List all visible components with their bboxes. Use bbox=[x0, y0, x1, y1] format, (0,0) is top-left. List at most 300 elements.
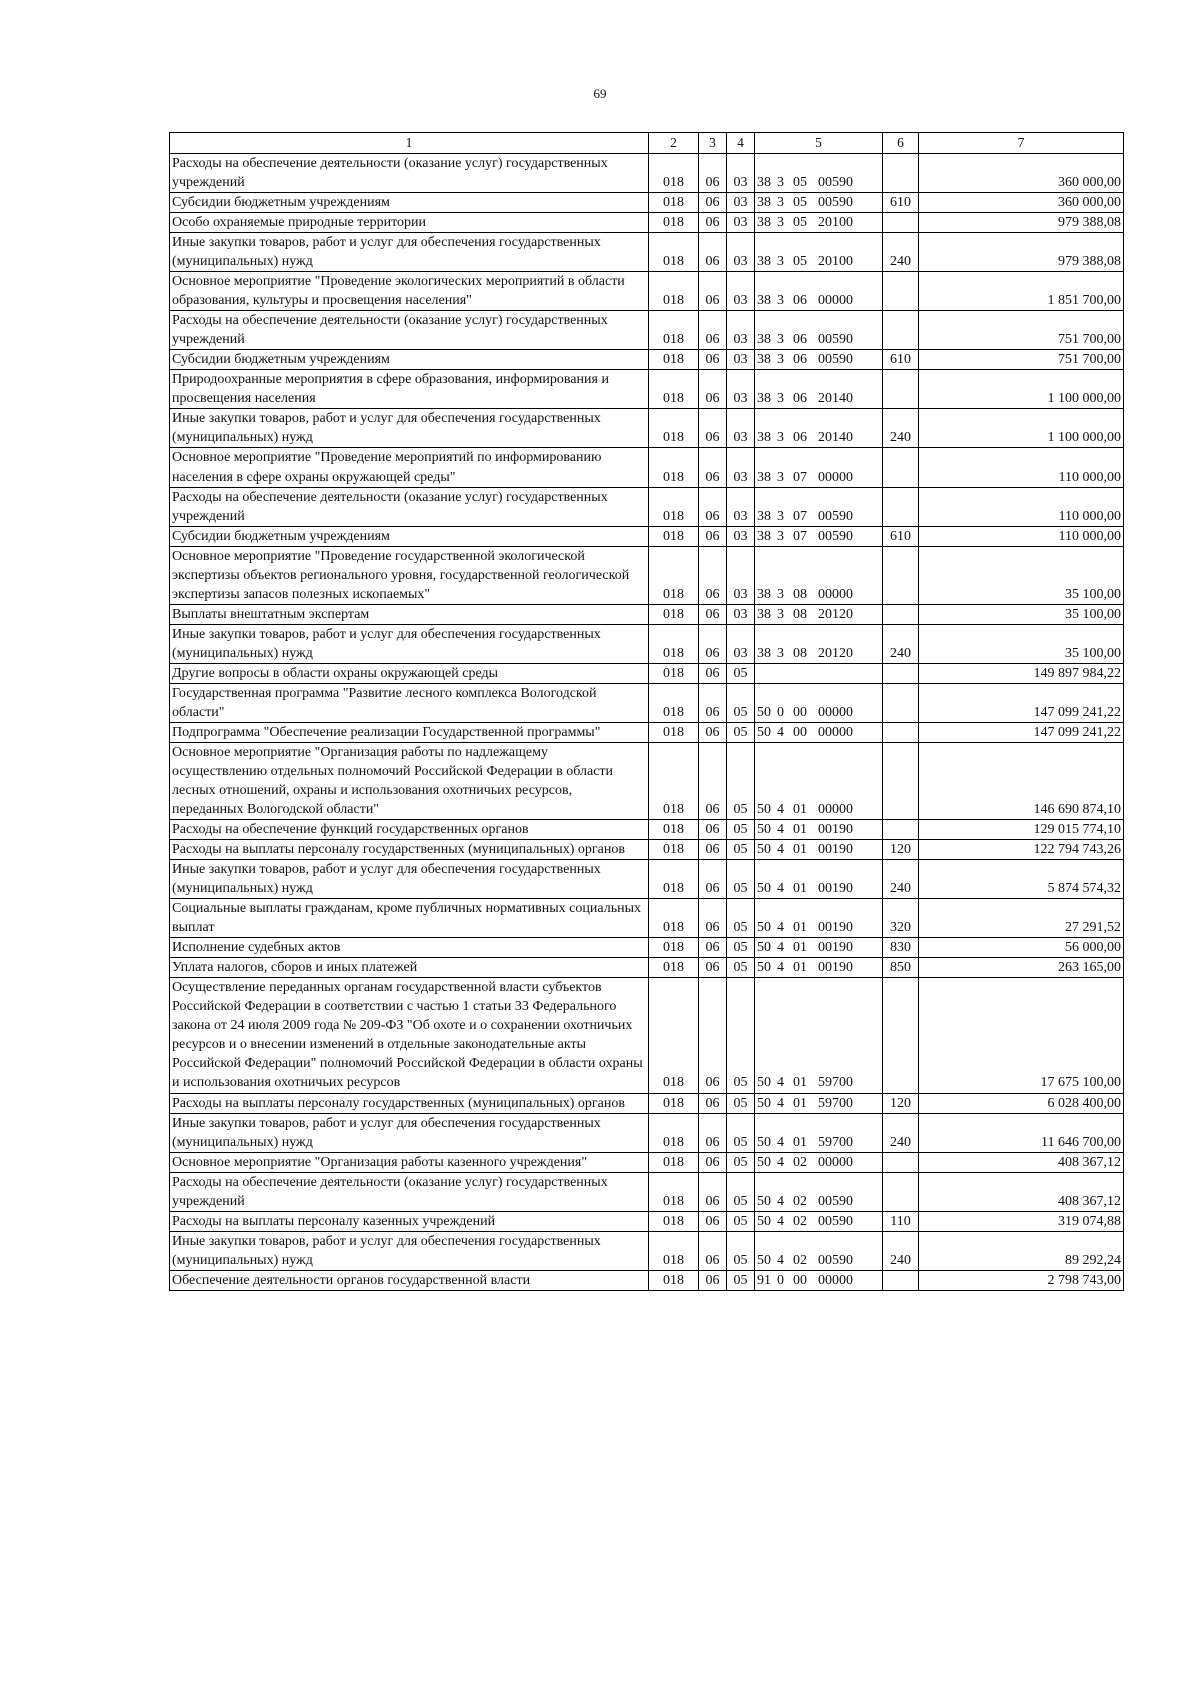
row-target-article bbox=[755, 448, 883, 487]
row-amount: 751 700,00 bbox=[919, 350, 1124, 370]
row-expense-type bbox=[883, 154, 919, 193]
table-row bbox=[170, 1211, 1124, 1231]
row-expense-type bbox=[883, 742, 919, 819]
row-event-code: 06 bbox=[793, 332, 807, 348]
row-code-subsection: 05 bbox=[727, 1152, 755, 1172]
table-row bbox=[170, 154, 1124, 193]
row-code-subsection: 05 bbox=[727, 1113, 755, 1152]
row-target-article bbox=[755, 311, 883, 350]
row-code-subsection: 03 bbox=[727, 526, 755, 546]
row-code-subsection: 03 bbox=[727, 154, 755, 193]
row-code-admin: 018 bbox=[649, 938, 699, 958]
row-program-code: 50 bbox=[757, 842, 771, 858]
row-code-section: 06 bbox=[699, 663, 727, 683]
row-direction-code: 00590 bbox=[818, 175, 853, 191]
row-amount: 1 100 000,00 bbox=[919, 409, 1124, 448]
row-code-subsection: 05 bbox=[727, 683, 755, 722]
row-code-subsection: 05 bbox=[727, 899, 755, 938]
row-target-article bbox=[755, 899, 883, 938]
table-row bbox=[170, 487, 1124, 526]
row-code-admin: 018 bbox=[649, 978, 699, 1093]
row-code-subsection: 05 bbox=[727, 722, 755, 742]
row-program-code: 50 bbox=[757, 1095, 771, 1111]
row-program-code: 50 bbox=[757, 1075, 771, 1091]
row-target-article bbox=[755, 409, 883, 448]
row-code-section: 06 bbox=[699, 604, 727, 624]
row-code-section: 06 bbox=[699, 350, 727, 370]
row-expense-type: 320 bbox=[883, 899, 919, 938]
row-subprogram-code: 3 bbox=[777, 430, 784, 446]
row-expense-type bbox=[883, 1270, 919, 1290]
header-col-5: 5 bbox=[755, 133, 883, 154]
row-direction-code: 00000 bbox=[818, 293, 853, 309]
row-direction-code: 00590 bbox=[818, 195, 853, 211]
row-subprogram-code: 4 bbox=[777, 1075, 784, 1091]
row-expense-type bbox=[883, 272, 919, 311]
header-col-6: 6 bbox=[883, 133, 919, 154]
table-row bbox=[170, 1113, 1124, 1152]
row-program-code: 38 bbox=[757, 254, 771, 270]
row-amount: 89 292,24 bbox=[919, 1231, 1124, 1270]
table-body bbox=[170, 154, 1124, 1291]
row-target-article bbox=[755, 840, 883, 860]
row-program-code: 38 bbox=[757, 430, 771, 446]
row-code-admin: 018 bbox=[649, 820, 699, 840]
row-direction-code: 00590 bbox=[818, 528, 853, 544]
row-target-article bbox=[755, 154, 883, 193]
row-code-section: 06 bbox=[699, 370, 727, 409]
row-target-article bbox=[755, 233, 883, 272]
row-name: Субсидии бюджетным учреждениям bbox=[170, 193, 649, 213]
row-program-code: 38 bbox=[757, 528, 771, 544]
row-amount: 35 100,00 bbox=[919, 604, 1124, 624]
row-target-article bbox=[755, 938, 883, 958]
row-direction-code: 20120 bbox=[818, 606, 853, 622]
row-code-admin: 018 bbox=[649, 1093, 699, 1113]
row-subprogram-code: 3 bbox=[777, 332, 784, 348]
row-amount: 1 851 700,00 bbox=[919, 272, 1124, 311]
row-direction-code: 00190 bbox=[818, 881, 853, 897]
row-expense-type bbox=[883, 546, 919, 604]
row-target-article bbox=[755, 663, 883, 683]
row-code-section: 06 bbox=[699, 742, 727, 819]
table-row bbox=[170, 213, 1124, 233]
row-code-admin: 018 bbox=[649, 1113, 699, 1152]
row-event-code: 06 bbox=[793, 430, 807, 446]
row-target-article bbox=[755, 1211, 883, 1231]
row-direction-code: 00000 bbox=[818, 724, 853, 740]
row-target-article bbox=[755, 1113, 883, 1152]
row-amount: 110 000,00 bbox=[919, 526, 1124, 546]
row-code-admin: 018 bbox=[649, 448, 699, 487]
row-subprogram-code: 3 bbox=[777, 645, 784, 661]
row-expense-type bbox=[883, 448, 919, 487]
row-event-code: 08 bbox=[793, 606, 807, 622]
row-code-admin: 018 bbox=[649, 722, 699, 742]
row-expense-type bbox=[883, 663, 919, 683]
row-program-code: 38 bbox=[757, 508, 771, 524]
row-subprogram-code: 3 bbox=[777, 469, 784, 485]
row-code-admin: 018 bbox=[649, 899, 699, 938]
row-expense-type: 240 bbox=[883, 860, 919, 899]
row-direction-code: 00000 bbox=[818, 704, 853, 720]
row-code-admin: 018 bbox=[649, 604, 699, 624]
row-name: Основное мероприятие "Проведение экологических мероприятий в области образования, культуры и просвещения населения" bbox=[170, 272, 649, 311]
row-amount: 35 100,00 bbox=[919, 546, 1124, 604]
row-name: Расходы на обеспечение деятельности (оказание услуг) государственных учреждений bbox=[170, 487, 649, 526]
row-program-code: 38 bbox=[757, 215, 771, 231]
row-code-section: 06 bbox=[699, 154, 727, 193]
row-expense-type bbox=[883, 722, 919, 742]
row-direction-code: 00590 bbox=[818, 332, 853, 348]
row-event-code: 08 bbox=[793, 645, 807, 661]
row-name: Особо охраняемые природные территории bbox=[170, 213, 649, 233]
row-program-code: 38 bbox=[757, 175, 771, 191]
row-code-admin: 018 bbox=[649, 663, 699, 683]
row-code-section: 06 bbox=[699, 546, 727, 604]
row-name: Основное мероприятие "Организация работы по надлежащему осуществлению отдельных полномочий Российской Федерации в области лесных отношений, охраны и использования охотничьих ресурсов, переданных Вологодской области" bbox=[170, 742, 649, 819]
row-code-admin: 018 bbox=[649, 860, 699, 899]
row-name: Расходы на выплаты персоналу государственных (муниципальных) органов bbox=[170, 1093, 649, 1113]
table-row bbox=[170, 722, 1124, 742]
row-target-article bbox=[755, 272, 883, 311]
row-target-article bbox=[755, 1172, 883, 1211]
row-name: Основное мероприятие "Организация работы казенного учреждения" bbox=[170, 1152, 649, 1172]
row-amount: 319 074,88 bbox=[919, 1211, 1124, 1231]
row-target-article bbox=[755, 1152, 883, 1172]
row-expense-type: 610 bbox=[883, 193, 919, 213]
row-expense-type: 110 bbox=[883, 1211, 919, 1231]
row-event-code: 01 bbox=[793, 1075, 807, 1091]
row-amount: 110 000,00 bbox=[919, 487, 1124, 526]
row-event-code: 01 bbox=[793, 1095, 807, 1111]
row-subprogram-code: 3 bbox=[777, 391, 784, 407]
row-expense-type bbox=[883, 1152, 919, 1172]
row-target-article bbox=[755, 546, 883, 604]
row-program-code: 38 bbox=[757, 293, 771, 309]
row-amount: 408 367,12 bbox=[919, 1172, 1124, 1211]
row-direction-code: 59700 bbox=[818, 1075, 853, 1091]
row-subprogram-code: 4 bbox=[777, 1213, 784, 1229]
row-name: Другие вопросы в области охраны окружающей среды bbox=[170, 663, 649, 683]
row-direction-code: 00000 bbox=[818, 1154, 853, 1170]
row-code-subsection: 03 bbox=[727, 487, 755, 526]
row-program-code: 50 bbox=[757, 822, 771, 838]
row-direction-code: 00000 bbox=[818, 802, 853, 818]
row-code-admin: 018 bbox=[649, 193, 699, 213]
row-amount: 146 690 874,10 bbox=[919, 742, 1124, 819]
row-code-admin: 018 bbox=[649, 742, 699, 819]
row-event-code: 02 bbox=[793, 1154, 807, 1170]
row-subprogram-code: 3 bbox=[777, 352, 784, 368]
row-program-code: 38 bbox=[757, 332, 771, 348]
row-amount: 110 000,00 bbox=[919, 448, 1124, 487]
row-subprogram-code: 4 bbox=[777, 960, 784, 976]
row-direction-code: 20100 bbox=[818, 215, 853, 231]
row-target-article bbox=[755, 742, 883, 819]
row-subprogram-code: 4 bbox=[777, 724, 784, 740]
header-col-7: 7 bbox=[919, 133, 1124, 154]
row-amount: 27 291,52 bbox=[919, 899, 1124, 938]
row-target-article bbox=[755, 1093, 883, 1113]
row-target-article bbox=[755, 860, 883, 899]
row-program-code: 50 bbox=[757, 1193, 771, 1209]
row-target-article bbox=[755, 213, 883, 233]
row-name: Иные закупки товаров, работ и услуг для обеспечения государственных (муниципальных) нужд bbox=[170, 624, 649, 663]
row-program-code: 50 bbox=[757, 881, 771, 897]
row-code-subsection: 05 bbox=[727, 958, 755, 978]
row-code-section: 06 bbox=[699, 683, 727, 722]
row-name: Основное мероприятие "Проведение государственной экологической экспертизы объектов регионального уровня, государственной геологической экспертизы запасов полезных ископаемых" bbox=[170, 546, 649, 604]
row-name: Выплаты внештатным экспертам bbox=[170, 604, 649, 624]
row-code-admin: 018 bbox=[649, 958, 699, 978]
row-event-code: 00 bbox=[793, 1272, 807, 1288]
table-row bbox=[170, 1152, 1124, 1172]
row-code-admin: 018 bbox=[649, 213, 699, 233]
row-name: Иные закупки товаров, работ и услуг для обеспечения государственных (муниципальных) нужд bbox=[170, 409, 649, 448]
row-event-code: 05 bbox=[793, 175, 807, 191]
row-code-subsection: 05 bbox=[727, 1093, 755, 1113]
row-name: Иные закупки товаров, работ и услуг для обеспечения государственных (муниципальных) нужд bbox=[170, 860, 649, 899]
row-expense-type bbox=[883, 370, 919, 409]
table-row bbox=[170, 742, 1124, 819]
row-expense-type bbox=[883, 1172, 919, 1211]
row-code-subsection: 05 bbox=[727, 938, 755, 958]
table-row bbox=[170, 958, 1124, 978]
row-code-subsection: 03 bbox=[727, 350, 755, 370]
row-code-section: 06 bbox=[699, 958, 727, 978]
row-program-code: 38 bbox=[757, 645, 771, 661]
row-target-article bbox=[755, 193, 883, 213]
header-col-3: 3 bbox=[699, 133, 727, 154]
row-direction-code: 00000 bbox=[818, 1272, 853, 1288]
row-code-subsection: 03 bbox=[727, 370, 755, 409]
row-code-section: 06 bbox=[699, 193, 727, 213]
row-target-article bbox=[755, 1231, 883, 1270]
row-code-section: 06 bbox=[699, 213, 727, 233]
row-code-admin: 018 bbox=[649, 370, 699, 409]
row-direction-code: 20140 bbox=[818, 430, 853, 446]
row-code-section: 06 bbox=[699, 409, 727, 448]
row-code-subsection: 05 bbox=[727, 820, 755, 840]
table-row bbox=[170, 1093, 1124, 1113]
row-code-section: 06 bbox=[699, 938, 727, 958]
row-code-section: 06 bbox=[699, 840, 727, 860]
row-expense-type: 610 bbox=[883, 350, 919, 370]
row-code-subsection: 03 bbox=[727, 448, 755, 487]
row-code-section: 06 bbox=[699, 1172, 727, 1211]
budget-table bbox=[169, 132, 1124, 1291]
row-name: Иные закупки товаров, работ и услуг для обеспечения государственных (муниципальных) нужд bbox=[170, 1113, 649, 1152]
row-direction-code: 00590 bbox=[818, 1213, 853, 1229]
row-direction-code: 00000 bbox=[818, 469, 853, 485]
row-code-section: 06 bbox=[699, 624, 727, 663]
row-program-code: 50 bbox=[757, 960, 771, 976]
row-code-admin: 018 bbox=[649, 1231, 699, 1270]
row-amount: 147 099 241,22 bbox=[919, 722, 1124, 742]
row-program-code: 91 bbox=[757, 1272, 771, 1288]
header-col-1: 1 bbox=[170, 133, 649, 154]
row-event-code: 05 bbox=[793, 195, 807, 211]
row-event-code: 01 bbox=[793, 960, 807, 976]
row-code-subsection: 05 bbox=[727, 978, 755, 1093]
row-code-admin: 018 bbox=[649, 272, 699, 311]
row-program-code: 50 bbox=[757, 1252, 771, 1268]
row-code-section: 06 bbox=[699, 820, 727, 840]
row-subprogram-code: 4 bbox=[777, 822, 784, 838]
row-subprogram-code: 3 bbox=[777, 195, 784, 211]
row-code-subsection: 03 bbox=[727, 233, 755, 272]
row-event-code: 06 bbox=[793, 352, 807, 368]
row-target-article bbox=[755, 978, 883, 1093]
row-amount: 360 000,00 bbox=[919, 193, 1124, 213]
row-name: Социальные выплаты гражданам, кроме публичных нормативных социальных выплат bbox=[170, 899, 649, 938]
row-code-subsection: 05 bbox=[727, 840, 755, 860]
row-code-admin: 018 bbox=[649, 487, 699, 526]
row-target-article bbox=[755, 683, 883, 722]
row-subprogram-code: 4 bbox=[777, 1193, 784, 1209]
row-program-code: 50 bbox=[757, 1213, 771, 1229]
table-row bbox=[170, 840, 1124, 860]
row-expense-type: 240 bbox=[883, 1231, 919, 1270]
row-expense-type: 240 bbox=[883, 1113, 919, 1152]
row-subprogram-code: 4 bbox=[777, 1134, 784, 1150]
row-subprogram-code: 4 bbox=[777, 1095, 784, 1111]
row-direction-code: 00190 bbox=[818, 960, 853, 976]
row-program-code: 50 bbox=[757, 1154, 771, 1170]
row-subprogram-code: 0 bbox=[777, 704, 784, 720]
row-expense-type bbox=[883, 683, 919, 722]
page-number: 69 bbox=[593, 86, 607, 101]
row-code-subsection: 05 bbox=[727, 1270, 755, 1290]
row-amount: 147 099 241,22 bbox=[919, 683, 1124, 722]
row-name: Иные закупки товаров, работ и услуг для обеспечения государственных (муниципальных) нужд bbox=[170, 1231, 649, 1270]
row-amount: 979 388,08 bbox=[919, 233, 1124, 272]
row-subprogram-code: 4 bbox=[777, 842, 784, 858]
row-amount: 149 897 984,22 bbox=[919, 663, 1124, 683]
table-row bbox=[170, 683, 1124, 722]
row-code-section: 06 bbox=[699, 722, 727, 742]
row-direction-code: 00590 bbox=[818, 508, 853, 524]
row-subprogram-code: 3 bbox=[777, 215, 784, 231]
row-name: Субсидии бюджетным учреждениям bbox=[170, 350, 649, 370]
row-code-subsection: 03 bbox=[727, 624, 755, 663]
row-name: Осуществление переданных органам государственной власти субъектов Российской Федерации в соответствии с частью 1 статьи 33 Федерального закона от 24 июля 2009 года № 209-ФЗ "Об охоте и о сохранении охотничьих ресурсов и о внесении изменений в отдельные законодательные акты Российской Федерации" полномочий Российской Федерации в области охраны и использования охотничьих ресурсов bbox=[170, 978, 649, 1093]
row-amount: 129 015 774,10 bbox=[919, 820, 1124, 840]
table-row bbox=[170, 1270, 1124, 1290]
row-amount: 751 700,00 bbox=[919, 311, 1124, 350]
row-event-code: 07 bbox=[793, 528, 807, 544]
row-code-subsection: 05 bbox=[727, 663, 755, 683]
row-expense-type: 830 bbox=[883, 938, 919, 958]
row-code-subsection: 05 bbox=[727, 1172, 755, 1211]
row-program-code: 50 bbox=[757, 802, 771, 818]
row-amount: 2 798 743,00 bbox=[919, 1270, 1124, 1290]
row-program-code: 38 bbox=[757, 195, 771, 211]
row-name: Расходы на обеспечение деятельности (оказание услуг) государственных учреждений bbox=[170, 154, 649, 193]
row-target-article bbox=[755, 1270, 883, 1290]
table-row bbox=[170, 311, 1124, 350]
row-code-admin: 018 bbox=[649, 311, 699, 350]
row-code-subsection: 03 bbox=[727, 546, 755, 604]
row-event-code: 00 bbox=[793, 724, 807, 740]
row-name: Расходы на выплаты персоналу казенных учреждений bbox=[170, 1211, 649, 1231]
header-col-4: 4 bbox=[727, 133, 755, 154]
row-expense-type: 240 bbox=[883, 409, 919, 448]
row-program-code: 50 bbox=[757, 724, 771, 740]
row-event-code: 06 bbox=[793, 293, 807, 309]
row-target-article bbox=[755, 722, 883, 742]
row-event-code: 02 bbox=[793, 1213, 807, 1229]
row-direction-code: 00190 bbox=[818, 920, 853, 936]
row-expense-type: 850 bbox=[883, 958, 919, 978]
row-direction-code: 00190 bbox=[818, 940, 853, 956]
row-event-code: 08 bbox=[793, 586, 807, 602]
row-subprogram-code: 4 bbox=[777, 802, 784, 818]
row-amount: 5 874 574,32 bbox=[919, 860, 1124, 899]
table-row bbox=[170, 860, 1124, 899]
row-direction-code: 00590 bbox=[818, 1252, 853, 1268]
row-direction-code: 00000 bbox=[818, 586, 853, 602]
row-code-section: 06 bbox=[699, 899, 727, 938]
row-code-subsection: 03 bbox=[727, 409, 755, 448]
header-col-2: 2 bbox=[649, 133, 699, 154]
row-code-section: 06 bbox=[699, 1231, 727, 1270]
row-code-admin: 018 bbox=[649, 526, 699, 546]
row-subprogram-code: 3 bbox=[777, 586, 784, 602]
row-subprogram-code: 3 bbox=[777, 175, 784, 191]
row-target-article bbox=[755, 624, 883, 663]
row-amount: 408 367,12 bbox=[919, 1152, 1124, 1172]
row-direction-code: 59700 bbox=[818, 1095, 853, 1111]
table-row bbox=[170, 604, 1124, 624]
table-row bbox=[170, 978, 1124, 1093]
row-code-section: 06 bbox=[699, 1113, 727, 1152]
row-code-admin: 018 bbox=[649, 350, 699, 370]
row-expense-type: 610 bbox=[883, 526, 919, 546]
row-program-code: 50 bbox=[757, 1134, 771, 1150]
row-program-code: 38 bbox=[757, 469, 771, 485]
row-event-code: 01 bbox=[793, 940, 807, 956]
row-code-subsection: 05 bbox=[727, 1211, 755, 1231]
table-row bbox=[170, 370, 1124, 409]
table-row bbox=[170, 1172, 1124, 1211]
row-target-article bbox=[755, 820, 883, 840]
row-amount: 360 000,00 bbox=[919, 154, 1124, 193]
row-direction-code: 00190 bbox=[818, 822, 853, 838]
row-code-section: 06 bbox=[699, 978, 727, 1093]
row-expense-type bbox=[883, 820, 919, 840]
row-code-section: 06 bbox=[699, 860, 727, 899]
row-subprogram-code: 3 bbox=[777, 293, 784, 309]
row-name: Исполнение судебных актов bbox=[170, 938, 649, 958]
row-target-article bbox=[755, 350, 883, 370]
row-code-subsection: 05 bbox=[727, 1231, 755, 1270]
row-event-code: 01 bbox=[793, 802, 807, 818]
row-subprogram-code: 4 bbox=[777, 881, 784, 897]
table-row bbox=[170, 938, 1124, 958]
table-header bbox=[170, 133, 1124, 154]
row-amount: 263 165,00 bbox=[919, 958, 1124, 978]
row-code-subsection: 03 bbox=[727, 213, 755, 233]
row-event-code: 01 bbox=[793, 842, 807, 858]
row-code-admin: 018 bbox=[649, 154, 699, 193]
row-direction-code: 20120 bbox=[818, 645, 853, 661]
row-direction-code: 00590 bbox=[818, 352, 853, 368]
row-program-code: 38 bbox=[757, 352, 771, 368]
row-code-subsection: 05 bbox=[727, 860, 755, 899]
row-name: Природоохранные мероприятия в сфере образования, информирования и просвещения населения bbox=[170, 370, 649, 409]
